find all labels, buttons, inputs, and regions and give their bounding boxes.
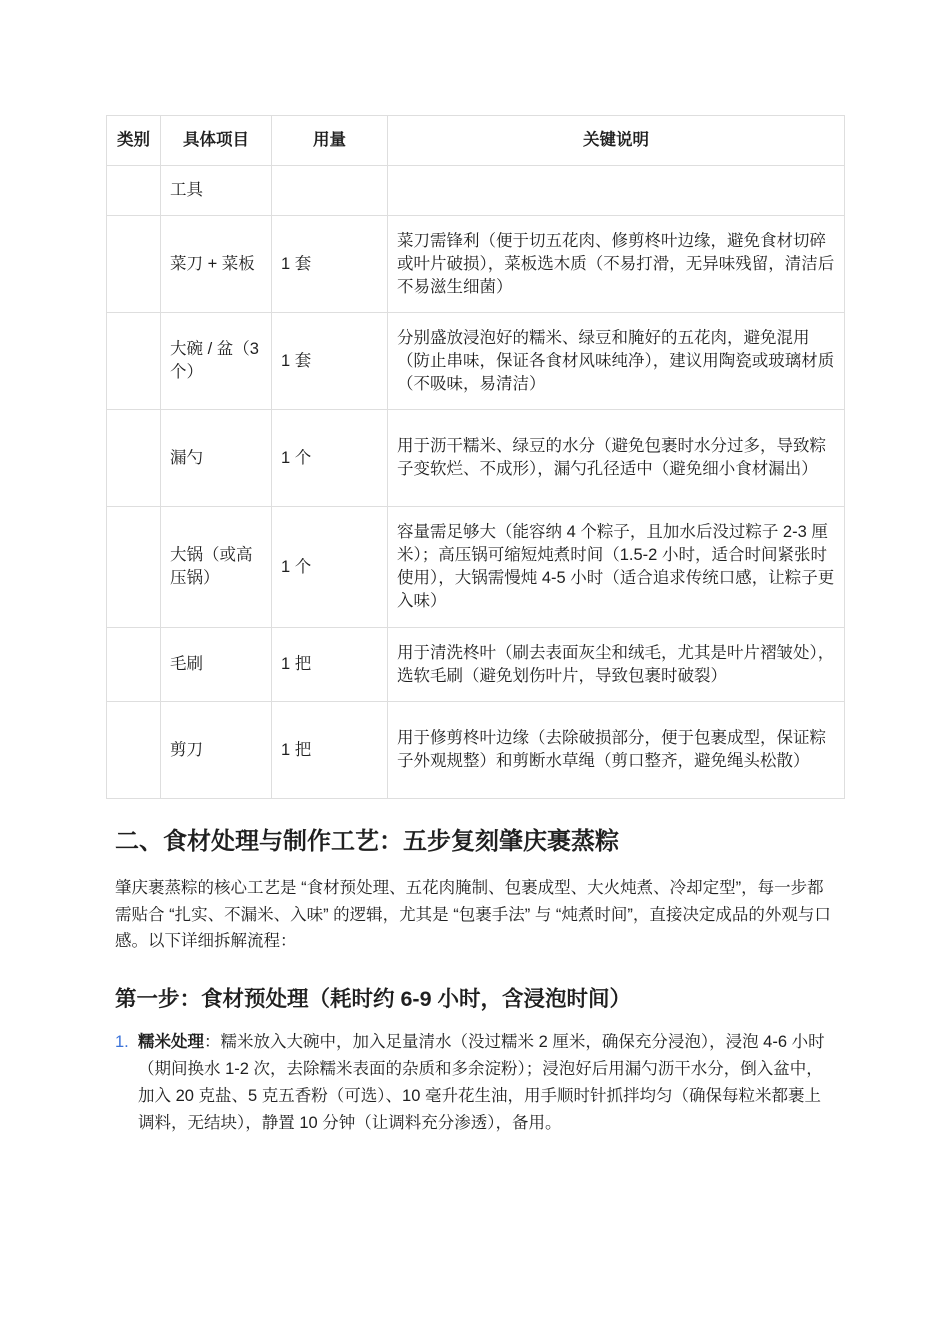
cell-category (107, 507, 161, 628)
cell-item: 大锅（或高压锅） (161, 507, 272, 628)
list-number: 1. (115, 1033, 129, 1051)
step1-heading: 第一步：食材预处理（耗时约 6-9 小时，含浸泡时间） (115, 987, 632, 1011)
cell-category (107, 166, 161, 216)
cell-item: 漏勺 (161, 410, 272, 507)
table-row (107, 313, 845, 410)
table-row (107, 628, 845, 702)
cell-note: 菜刀需锋利（便于切五花肉、修剪柊叶边缘，避免食材切碎或叶片破损），菜板选木质（不易打滑，无异味残留，清洁后不易滋生细菌） (388, 216, 845, 313)
header-amount: 用量 (272, 116, 388, 166)
cell-note: 分别盛放浸泡好的糯米、绿豆和腌好的五花肉，避免混用（防止串味，保证各食材风味纯净），建议用陶瓷或玻璃材质（不吸味，易清洁） (388, 313, 845, 410)
cell-item: 菜刀 + 菜板 (161, 216, 272, 313)
table-row (107, 507, 845, 628)
cell-category (107, 216, 161, 313)
cell-category (107, 628, 161, 702)
tools-table (106, 115, 845, 799)
cell-note (388, 166, 845, 216)
cell-amount: 1 套 (272, 216, 388, 313)
table-row (107, 216, 845, 313)
cell-amount (272, 166, 388, 216)
cell-item: 工具 (161, 166, 272, 216)
header-category: 类别 (107, 116, 161, 166)
table-header-row (107, 116, 845, 166)
cell-amount: 1 个 (272, 507, 388, 628)
list-item-text: ：糯米放入大碗中，加入足量清水（没过糯米 2 厘米，确保充分浸泡），浸泡 4-6 小时（期间换水 1-2 次，去除糯米表面的杂质和多余淀粉）；浸泡好后用漏勺沥干水分，倒入盆中，加入 20 克盐、5 克五香粉（可选）、10 毫升花生油，用手顺时针抓拌均匀（确保每粒米都裹上调料，无结块），静置 10 分钟（让调料充分渗透），备用。 (138, 1033, 825, 1132)
section-heading: 二、食材处理与制作工艺：五步复刻肇庆裹蒸粽 (115, 828, 619, 855)
cell-item: 毛刷 (161, 628, 272, 702)
section-intro: 肇庆裹蒸粽的核心工艺是 “食材预处理、五花肉腌制、包裹成型、大火炖煮、冷却定型”，每一步都需贴合 “扎实、不漏米、入味” 的逻辑，尤其是 “包裹手法” 与 “炖煮时间”，直接决定成品的外观与口感。以下详细拆解流程： (115, 879, 831, 950)
list-item-lead: 糯米处理 (138, 1033, 204, 1051)
cell-item: 大碗 / 盆（3 个） (161, 313, 272, 410)
cell-note: 用于清洗柊叶（刷去表面灰尘和绒毛，尤其是叶片褶皱处），选软毛刷（避免划伤叶片，导致包裹时破裂） (388, 628, 845, 702)
cell-note: 用于修剪柊叶边缘（去除破损部分，便于包裹成型，保证粽子外观规整）和剪断水草绳（剪口整齐，避免绳头松散） (388, 702, 845, 799)
cell-amount: 1 把 (272, 628, 388, 702)
cell-category (107, 702, 161, 799)
table-row (107, 410, 845, 507)
step1-list (115, 1029, 835, 1137)
cell-note: 容量需足够大（能容纳 4 个粽子，且加水后没过粽子 2-3 厘米）；高压锅可缩短炖煮时间（1.5-2 小时，适合时间紧张时使用），大锅需慢炖 4-5 小时（适合追求传统口感，让粽子更入味） (388, 507, 845, 628)
header-note: 关键说明 (388, 116, 845, 166)
cell-amount: 1 个 (272, 410, 388, 507)
cell-item: 剪刀 (161, 702, 272, 799)
header-item: 具体项目 (161, 116, 272, 166)
cell-note: 用于沥干糯米、绿豆的水分（避免包裹时水分过多，导致粽子变软烂、不成形），漏勺孔径适中（避免细小食材漏出） (388, 410, 845, 507)
list-item (115, 1029, 835, 1137)
cell-amount: 1 套 (272, 313, 388, 410)
cell-amount: 1 把 (272, 702, 388, 799)
cell-category (107, 410, 161, 507)
cell-category (107, 313, 161, 410)
table-row (107, 702, 845, 799)
table-row (107, 166, 845, 216)
